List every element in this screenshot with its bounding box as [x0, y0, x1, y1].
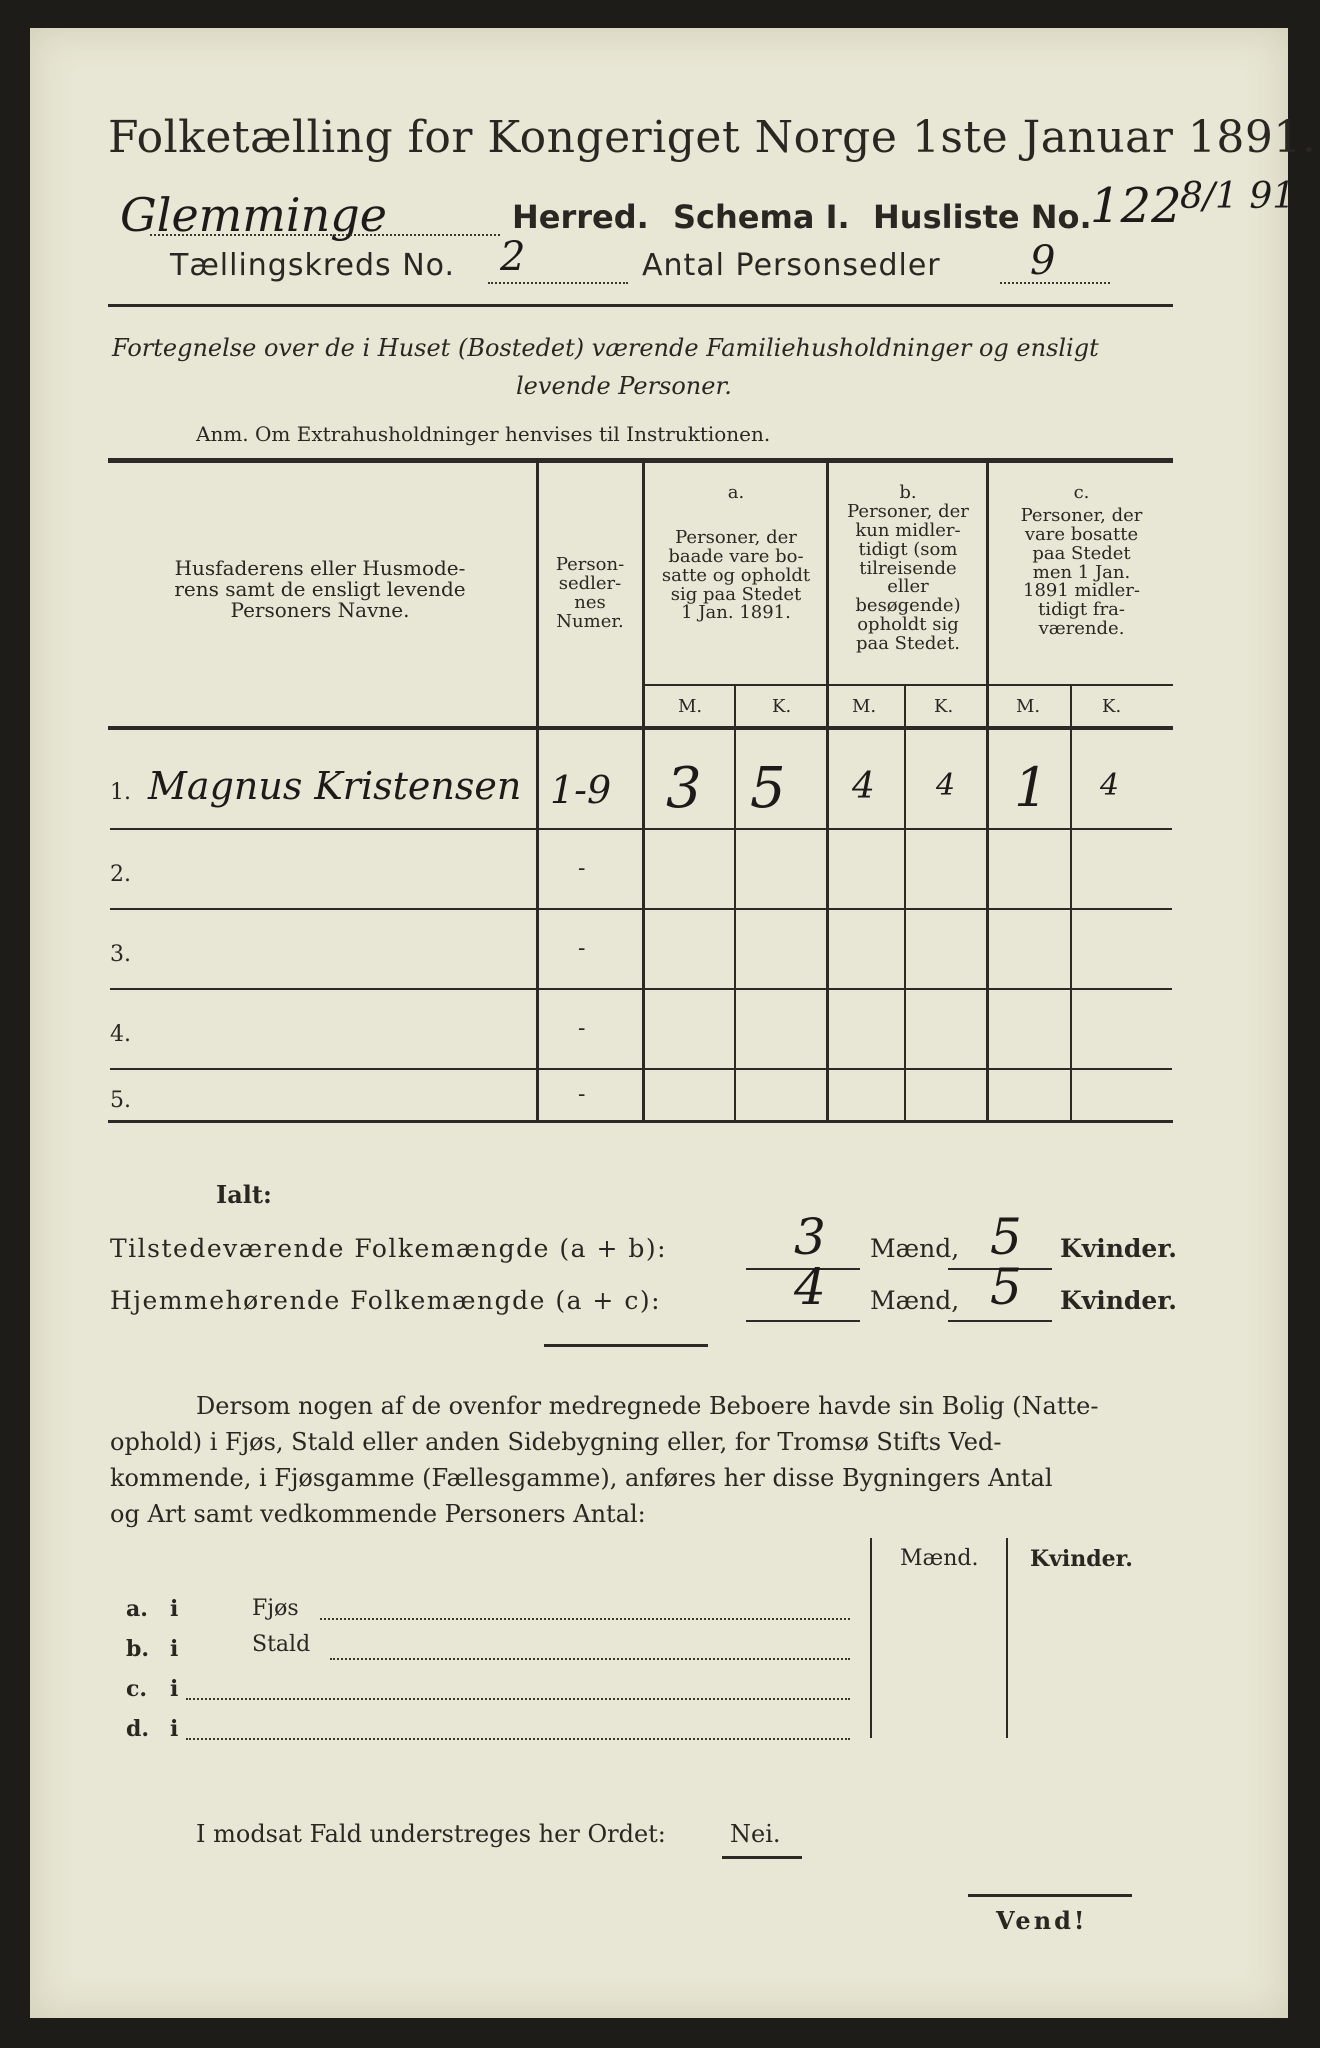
row-num: 1-9: [550, 768, 612, 812]
col-divider-num: [642, 462, 645, 1120]
item-label: Fjøs: [252, 1596, 299, 1621]
row-number: 4.: [110, 1022, 131, 1047]
col-divider-cm: [1070, 686, 1072, 1120]
buildings-col-maend: Mænd.: [900, 1546, 979, 1571]
antal-dots: [1000, 282, 1110, 284]
buildings-para-1: Dersom nogen af de ovenfor medregnede Beboere havde sin Bolig (Natte-: [196, 1392, 1099, 1420]
table-header-bottom-rule: [108, 726, 1173, 730]
hjemme-kvinder: 5: [990, 1258, 1022, 1316]
vend-text: Vend!: [996, 1906, 1088, 1935]
antal-label: Antal Personsedler: [642, 248, 941, 283]
buildings-para-3: kommende, i Fjøsgamme (Fællesgamme), anføres her disse Bygningers Antal: [110, 1464, 1053, 1492]
b-m-label: M.: [852, 696, 877, 717]
b-k-label: K.: [934, 696, 954, 717]
intro-line1: Fortegnelse over de i Huset (Bostedet) værende Familiehusholdninger og ensligt: [112, 334, 1099, 362]
tilstede-maend: 3: [794, 1208, 826, 1266]
col-num-header: Person- sedler- nes Numer.: [555, 554, 625, 632]
row-b-k: 4: [936, 768, 956, 803]
item-dots: [320, 1618, 850, 1620]
row-a-m: 3: [666, 756, 702, 821]
herred-dots: [150, 234, 500, 236]
anm-note: Anm. Om Extrahusholdninger henvises til Instruktionen.: [196, 422, 771, 446]
item-i: i: [170, 1636, 179, 1662]
nei-underline: [722, 1856, 802, 1859]
hjemme-kvinder-word: Kvinder.: [1060, 1286, 1177, 1315]
row-c-k: 4: [1100, 768, 1120, 803]
row-number: 1.: [110, 780, 131, 805]
row-rule-3: [110, 988, 1172, 990]
modsat-text: I modsat Fald understreges her Ordet:: [196, 1820, 666, 1848]
item-letter: a.: [126, 1596, 148, 1622]
tilstede-label: Tilstedeværende Folkemængde (a + b):: [110, 1234, 668, 1263]
census-form-page: [30, 28, 1317, 2018]
item-i: i: [170, 1596, 179, 1622]
col-c-header: c. Personer, der vare bosatte paa Stedet men 1 Jan. 1891 midler- tidigt fra- værende.: [1020, 482, 1143, 640]
buildings-para-2: ophold) i Fjøs, Stald eller anden Sidebygning eller, for Tromsø Stifts Ved-: [110, 1428, 1002, 1456]
schema-label: Schema I.: [673, 198, 850, 236]
row-num: -: [578, 1082, 586, 1107]
row-number: 3.: [110, 942, 131, 967]
row-number: 2.: [110, 862, 131, 887]
row-c-m: 1: [1014, 756, 1049, 819]
col-divider-am: [734, 686, 736, 1120]
item-label: Stald: [252, 1632, 311, 1657]
item-i: i: [170, 1716, 179, 1742]
item-letter: d.: [126, 1716, 150, 1742]
taellingskreds-label: Tællingskreds No.: [170, 248, 455, 283]
row-rule-1: [110, 828, 1172, 830]
col-name-header: Husfaderens eller Husmode- rens samt de ensligt levende Personers Navne.: [174, 556, 466, 622]
mk-subrule: [644, 684, 1173, 686]
row-num: -: [578, 1016, 586, 1041]
row-num: -: [578, 856, 586, 881]
hjemme-maend: 4: [794, 1258, 826, 1316]
intro-line2: levende Personer.: [516, 372, 732, 400]
table-bottom-rule: [108, 1120, 1173, 1123]
row-rule-4: [110, 1068, 1172, 1070]
husliste-value: 122: [1090, 178, 1182, 234]
herred-label: Herred.: [512, 198, 649, 236]
vend-overline: [968, 1894, 1132, 1897]
row-number: 5.: [110, 1088, 131, 1113]
husliste-label: Husliste No.: [873, 198, 1092, 236]
divider-top: [108, 304, 1173, 307]
item-letter: b.: [126, 1636, 150, 1662]
col-b-header: b. Personer, der kun midler- tidigt (som tilreisende eller besøgende) opholdt sig paa Stedet.: [847, 482, 969, 655]
hjemme-kvinder-line: [948, 1320, 1052, 1322]
row-b-m: 4: [852, 766, 875, 807]
row-rule-2: [110, 908, 1172, 910]
col-divider-a: [826, 462, 829, 1120]
row-name: Magnus Kristensen: [148, 764, 522, 808]
c-m-label: M.: [1016, 696, 1041, 717]
tilstede-kvinder: 5: [990, 1208, 1022, 1266]
item-i: i: [170, 1676, 179, 1702]
short-divider: [544, 1344, 708, 1347]
item-dots: [186, 1738, 850, 1740]
item-letter: c.: [126, 1676, 148, 1702]
col-a-header: a. Personer, der baade vare bo- satte og opholdt sig paa Stedet 1 Jan. 1891.: [661, 482, 811, 624]
col-divider-b: [986, 462, 989, 1120]
antal-value: 9: [1030, 238, 1056, 284]
col-divider-name: [536, 462, 539, 1120]
row-a-k: 5: [750, 756, 786, 821]
herred-value: Glemminge: [120, 188, 387, 242]
taellingskreds-value: 2: [500, 234, 526, 280]
buildings-para-4: og Art samt vedkommende Personers Antal:: [110, 1500, 646, 1528]
husliste-note: 8/1 91: [1180, 176, 1296, 217]
c-k-label: K.: [1102, 696, 1122, 717]
item-dots: [330, 1658, 850, 1660]
tilstede-kvinder-word: Kvinder.: [1060, 1234, 1177, 1263]
hjemme-label: Hjemmehørende Folkemængde (a + c):: [110, 1286, 661, 1315]
item-dots: [186, 1698, 850, 1700]
nei-word: Nei.: [730, 1820, 781, 1848]
hjemme-maend-line: [746, 1320, 860, 1322]
a-m-label: M.: [678, 696, 703, 717]
table-top-rule: [108, 458, 1173, 463]
form-title: Folketælling for Kongeriget Norge 1ste Januar 1891.: [108, 112, 1317, 163]
tilstede-maend-word: Mænd,: [870, 1234, 960, 1263]
buildings-col-kvinder: Kvinder.: [1030, 1546, 1133, 1572]
hjemme-maend-word: Mænd,: [870, 1286, 960, 1315]
buildings-vrule-2: [1006, 1538, 1008, 1738]
taellingskreds-dots: [488, 282, 628, 284]
a-k-label: K.: [772, 696, 792, 717]
buildings-vrule-1: [870, 1538, 872, 1738]
row-num: -: [578, 936, 586, 961]
ialt-label: Ialt:: [216, 1180, 272, 1209]
col-divider-bm: [904, 686, 906, 1120]
